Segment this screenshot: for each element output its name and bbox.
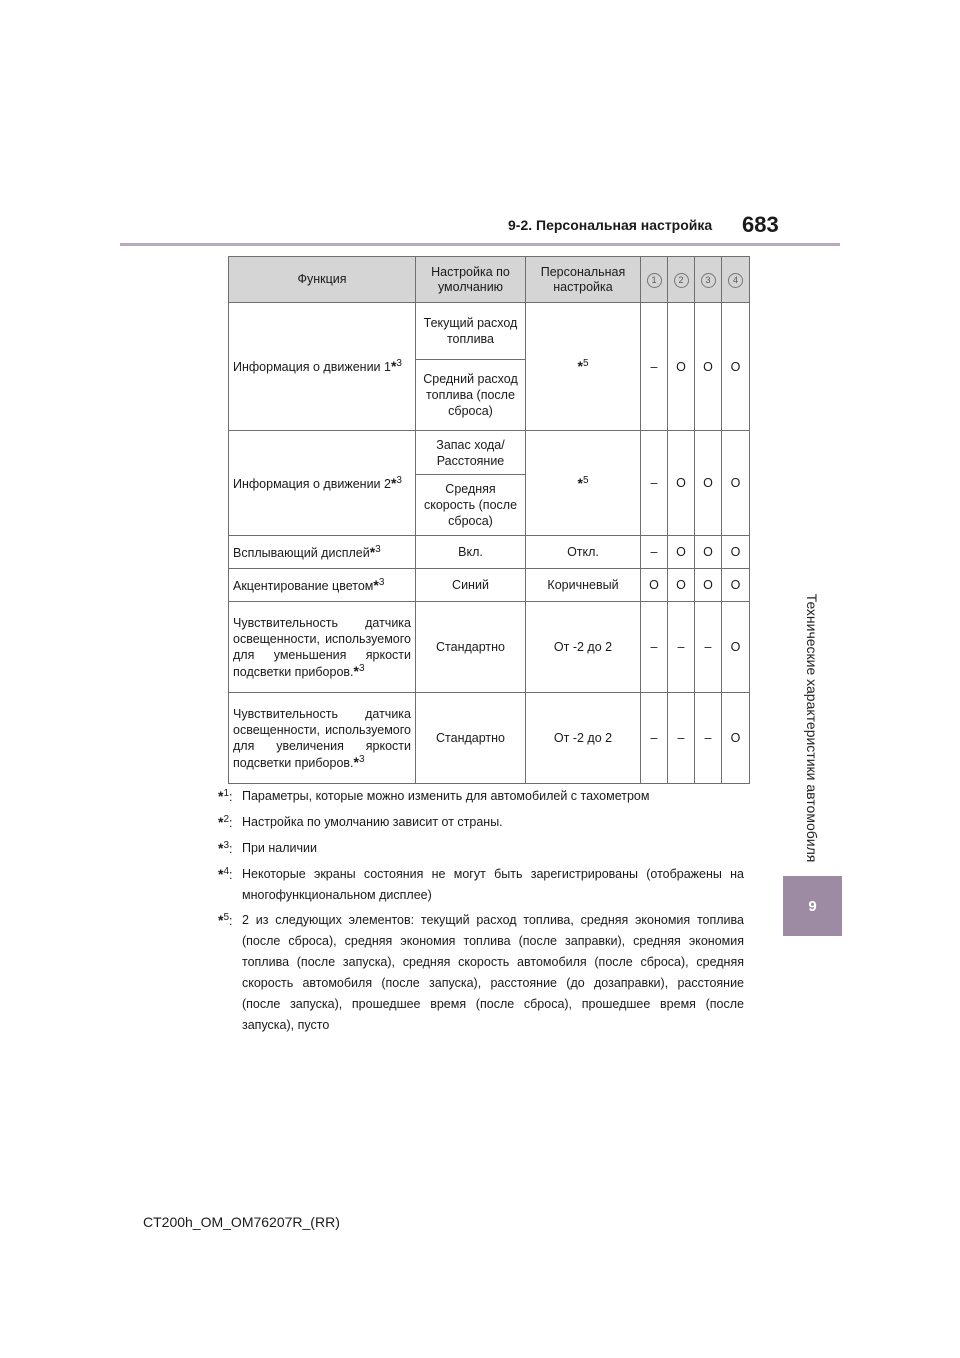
asterisk-icon: * <box>390 358 397 374</box>
footnote-ref: 3 <box>396 474 402 486</box>
mark-cell: O <box>695 536 722 569</box>
footnote-ref: 3 <box>375 543 381 555</box>
function-text: Чувствительность датчика освещенности, используемого для увеличения яркости подсветки приборов. <box>233 706 411 770</box>
function-cell <box>229 303 416 431</box>
mark-cell: O <box>722 602 750 693</box>
header-divider <box>120 243 840 246</box>
mark-cell: – <box>641 431 668 536</box>
mark-cell: – <box>695 693 722 784</box>
footnote-ref: 5 <box>582 474 589 486</box>
footnote-marker: *$^3$: <box>218 839 233 856</box>
footnote-number: 4 <box>223 865 230 877</box>
function-text: Информация о движении 1 <box>233 360 391 374</box>
personal-cell: От -2 до 2 <box>526 693 641 784</box>
circled-number-2-icon: 2 <box>674 273 689 288</box>
footnote-number: 1 <box>223 787 230 799</box>
function-cell <box>229 431 416 536</box>
mark-cell: O <box>722 693 750 784</box>
chapter-number: 9 <box>808 897 817 915</box>
default-cell: Средняя скорость (после сброса) <box>416 475 526 536</box>
mark-cell: – <box>695 602 722 693</box>
mark-cell: O <box>695 431 722 536</box>
col-function-header: Функция <box>229 257 416 303</box>
page-number: 683 <box>742 212 779 237</box>
function-text: Чувствительность датчика освещенности, используемого для уменьшения яркости подсветки приборов. <box>233 615 411 679</box>
mark-cell: O <box>722 303 750 431</box>
footnote-text: Некоторые экраны состояния не могут быть зарегистрированы (отображены на многофункциональном дисплее) <box>242 867 744 902</box>
table-row <box>229 431 750 475</box>
table-row <box>229 536 750 569</box>
col-circle-2-header <box>668 257 695 303</box>
footnote-text: Настройка по умолчанию зависит от страны. <box>242 815 503 829</box>
default-cell: Запас хода/ Расстояние <box>416 431 526 475</box>
col-circle-3-header <box>695 257 722 303</box>
footnote-ref: 5 <box>582 357 589 369</box>
default-cell: Стандартно <box>416 693 526 784</box>
default-cell: Вкл. <box>416 536 526 569</box>
function-cell <box>229 602 416 693</box>
function-text: Акцентирование цветом <box>233 578 374 593</box>
mark-cell: – <box>668 602 695 693</box>
asterisk-icon: * <box>577 358 583 374</box>
mark-cell: O <box>668 431 695 536</box>
function-cell <box>229 693 416 784</box>
default-cell: Стандартно <box>416 602 526 693</box>
footnote-marker: *$^1$: <box>218 787 233 804</box>
mark-cell: O <box>668 569 695 602</box>
table-row <box>229 693 750 784</box>
footnote-marker: *$^5$: <box>218 911 233 928</box>
chapter-side-title: Технические характеристики автомобиля <box>804 593 820 863</box>
asterisk-icon: * <box>577 474 583 491</box>
mark-cell: O <box>668 536 695 569</box>
footnote-number: 3 <box>223 839 230 851</box>
mark-cell: – <box>641 602 668 693</box>
personal-cell: Коричневый <box>526 569 641 602</box>
mark-cell: O <box>695 569 722 602</box>
footnote-number: 2 <box>223 813 230 825</box>
col-personal-header: Персональная настройка <box>526 257 641 303</box>
footnote <box>218 864 744 906</box>
mark-cell: O <box>668 303 695 431</box>
asterisk-icon: * <box>218 866 224 882</box>
mark-cell: – <box>641 693 668 784</box>
footnote <box>218 786 744 808</box>
footnote-text: 2 из следующих элементов: текущий расход топлива, средняя экономия топлива (после сброса), средняя экономия топлива (после заправки), средняя экономия топлива (после запуска), средняя скорость автомобиля (после сброса), средняя скорость автомобиля (после запуска), расстояние (до дозаправки), расстояние (после запуска), прошедшее время (после сброса), прошедшее время (после запуска), пусто <box>242 913 744 1032</box>
mark-cell: O <box>722 536 750 569</box>
col-default-header: Настройка по умолчанию <box>416 257 526 303</box>
footnote-number: 5 <box>223 911 230 923</box>
asterisk-icon: * <box>369 543 376 560</box>
footnote-text: Параметры, которые можно изменить для автомобилей с тахометром <box>242 789 650 803</box>
circled-number-1-icon: 1 <box>647 273 662 288</box>
asterisk-icon: * <box>353 662 359 679</box>
default-cell: Текущий расход топлива <box>416 303 526 360</box>
personal-cell: Откл. <box>526 536 641 569</box>
function-text: Всплывающий дисплей <box>233 545 370 560</box>
table-row <box>229 569 750 602</box>
personal-cell: От -2 до 2 <box>526 602 641 693</box>
mark-cell: – <box>641 536 668 569</box>
footnote-ref: 3 <box>358 753 365 765</box>
circled-number-4-icon: 4 <box>728 273 743 288</box>
table-row <box>229 602 750 693</box>
table-row <box>229 303 750 360</box>
asterisk-icon: * <box>218 814 224 830</box>
footnotes <box>218 786 744 1040</box>
personal-cell <box>526 303 641 431</box>
footnote-marker: *$^2$: <box>218 813 233 830</box>
footnote-ref: 3 <box>396 357 402 369</box>
function-text: Информация о движении 2 <box>233 476 391 491</box>
col-circle-4-header <box>722 257 750 303</box>
footnote <box>218 910 744 1036</box>
asterisk-icon: * <box>218 788 224 804</box>
mark-cell: O <box>722 569 750 602</box>
col-circle-1-header <box>641 257 668 303</box>
mark-cell: – <box>668 693 695 784</box>
table-header-row <box>229 257 750 303</box>
asterisk-icon: * <box>218 912 224 928</box>
default-cell: Средний расход топлива (после сброса) <box>416 360 526 431</box>
asterisk-icon: * <box>218 840 224 856</box>
function-cell <box>229 569 416 602</box>
circled-number-3-icon: 3 <box>701 273 716 288</box>
default-cell: Синий <box>416 569 526 602</box>
footnote-text: При наличии <box>242 841 317 855</box>
personal-cell <box>526 431 641 536</box>
footnote <box>218 838 744 860</box>
asterisk-icon: * <box>373 576 379 593</box>
footnote-ref: 3 <box>358 662 365 674</box>
document-code: CT200h_OM_OM76207R_(RR) <box>143 1214 340 1230</box>
footnote-marker: *$^4$: <box>218 865 233 882</box>
asterisk-icon: * <box>390 474 397 491</box>
chapter-tab <box>783 876 842 936</box>
footnote <box>218 812 744 834</box>
asterisk-icon: * <box>353 753 359 770</box>
mark-cell: O <box>695 303 722 431</box>
footnote-ref: 3 <box>378 576 385 588</box>
mark-cell: O <box>641 569 668 602</box>
settings-table <box>228 256 750 784</box>
section-title: 9-2. Персональная настройка <box>508 217 713 233</box>
mark-cell: O <box>722 431 750 536</box>
mark-cell: – <box>641 303 668 431</box>
function-cell <box>229 536 416 569</box>
